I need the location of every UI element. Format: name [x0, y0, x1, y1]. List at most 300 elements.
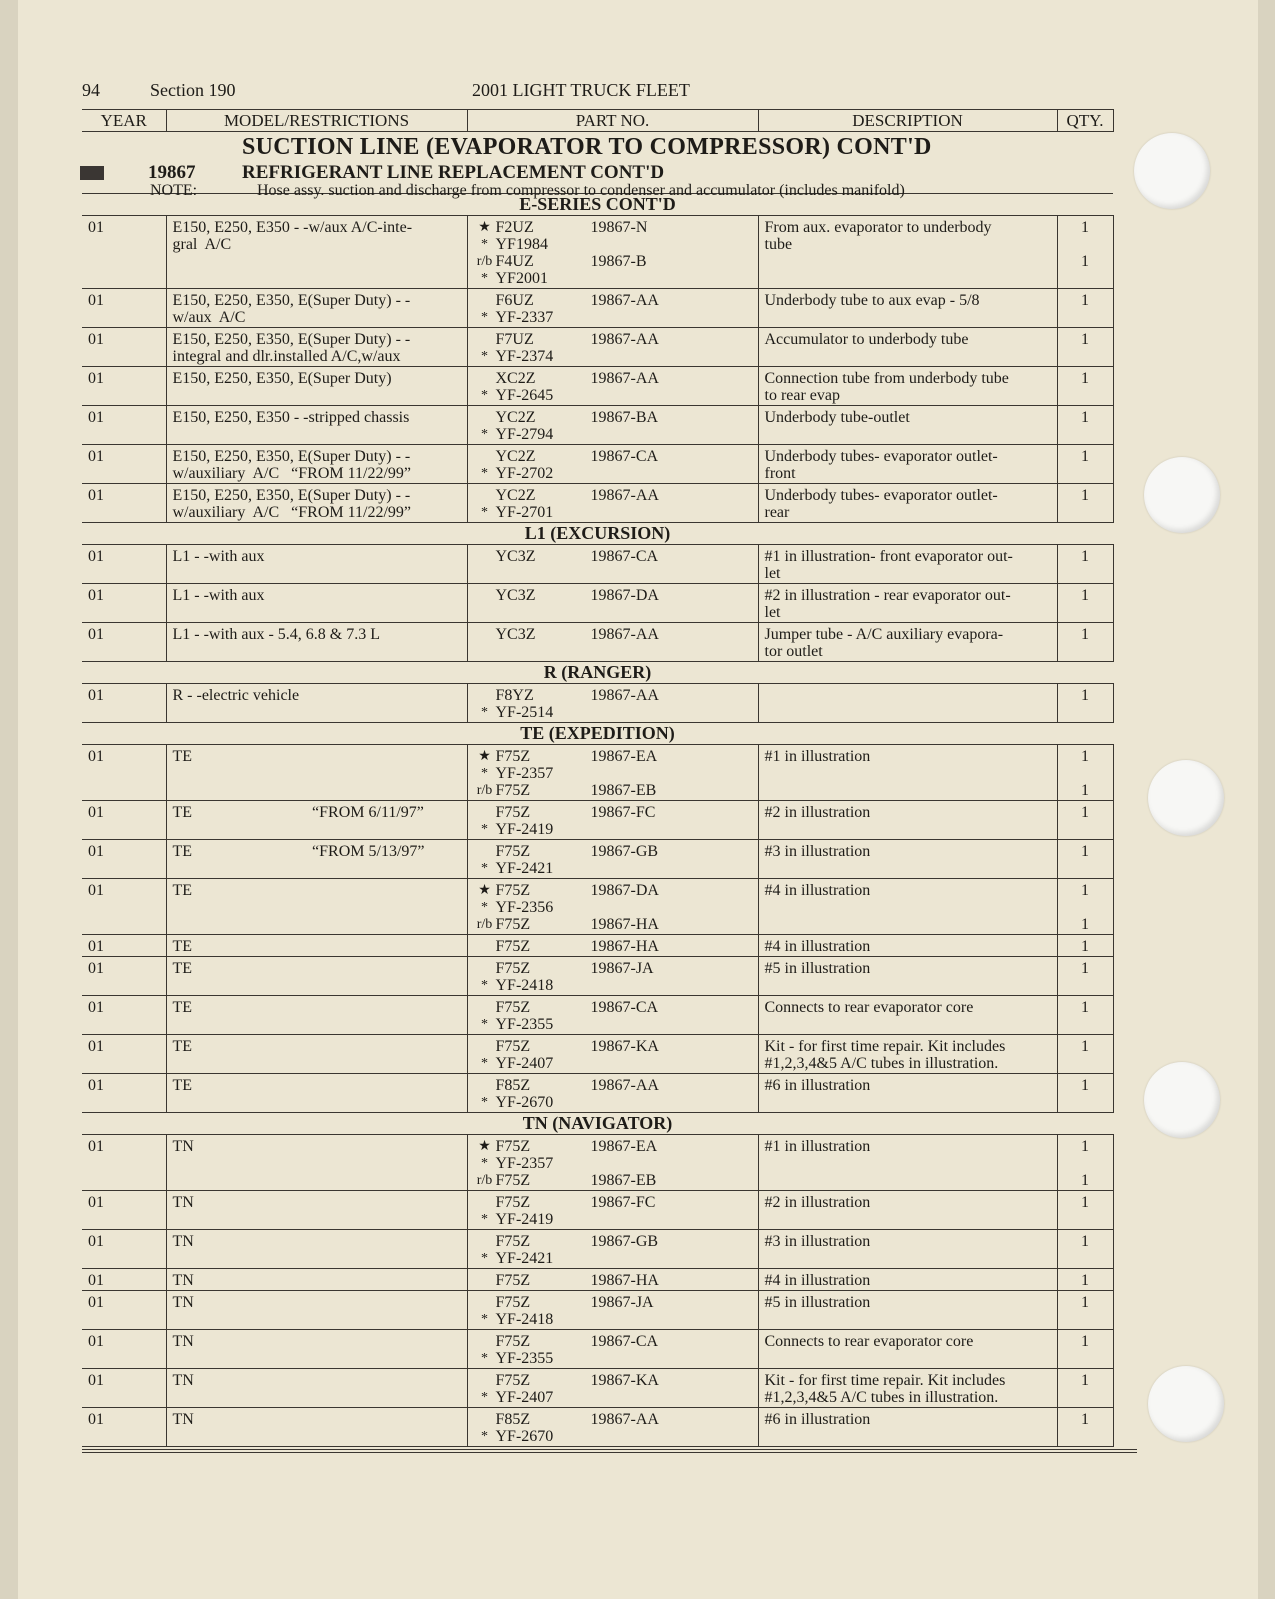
qty-line: 1 [1081, 882, 1089, 899]
description-cell [758, 996, 1057, 1035]
year-cell: 01 [82, 445, 166, 484]
part-prefix: F75Z [495, 1272, 531, 1289]
part-marker: * [481, 349, 488, 364]
qty-cell [1057, 879, 1113, 935]
description-line: #1 in illustration- front evaporator out- [764, 548, 1013, 565]
description-cell [758, 445, 1057, 484]
description-cell [758, 289, 1057, 328]
part-marker: * [481, 237, 488, 252]
part-cell [467, 1369, 758, 1408]
description-cell [758, 801, 1057, 840]
section-title: E-SERIES CONT'D [82, 194, 1113, 216]
description-line: #5 in illustration [764, 960, 871, 977]
description-line: Underbody tube-outlet [764, 409, 910, 426]
model-cell [166, 484, 467, 523]
model-cell [166, 801, 467, 840]
model-cell [166, 328, 467, 367]
description-cell [758, 935, 1057, 957]
part-suffix: 19867-B [590, 253, 647, 270]
year-cell: 01 [82, 1230, 166, 1269]
qty-cell [1057, 1230, 1113, 1269]
year-cell: 01 [82, 1291, 166, 1330]
part-cell [467, 879, 758, 935]
binder-hole [1148, 1366, 1224, 1442]
description-line: front [764, 465, 796, 482]
year-cell: 01 [82, 623, 166, 662]
model-line: w/auxiliary A/C “FROM 11/22/99” [172, 465, 412, 482]
part-prefix: YC3Z [495, 548, 536, 565]
part-prefix: YF-2701 [495, 504, 554, 521]
part-marker [474, 1411, 496, 1428]
part-marker: * [481, 1312, 488, 1327]
part-marker: * [481, 861, 488, 876]
qty-line: 1 [1081, 1272, 1089, 1289]
col-year: YEAR [82, 110, 166, 132]
qty-cell [1057, 1191, 1113, 1230]
part-marker [474, 999, 496, 1016]
part-prefix: F75Z [495, 1194, 531, 1211]
part-cell [467, 216, 758, 289]
year-cell: 01 [82, 484, 166, 523]
qty-line: 1 [1081, 1038, 1089, 1055]
part-marker [474, 843, 496, 860]
model-line: TE [172, 999, 193, 1016]
section-title: R (RANGER) [82, 662, 1113, 684]
part-prefix: YF-2407 [495, 1055, 554, 1072]
description-line: #6 in illustration [764, 1077, 871, 1094]
part-prefix: F6UZ [495, 292, 534, 309]
part-line [474, 331, 752, 348]
model-cell [166, 1191, 467, 1230]
part-suffix: 19867-HA [590, 916, 659, 933]
part-prefix: YF-2670 [495, 1094, 554, 1111]
table-row [82, 957, 1113, 996]
table-row [82, 935, 1113, 957]
part-line [474, 253, 752, 270]
qty-line [1064, 899, 1107, 916]
binder-hole [1144, 1062, 1220, 1138]
qty-line: 1 [1081, 1194, 1089, 1211]
part-cell [467, 289, 758, 328]
description-line: Kit - for first time repair. Kit includes [764, 1372, 1006, 1389]
page-number: 94 [82, 80, 100, 100]
year-cell: 01 [82, 801, 166, 840]
model-line: TE [172, 960, 193, 977]
part-prefix: F75Z [495, 1372, 531, 1389]
table-row [82, 584, 1113, 623]
description-line: #4 in illustration [764, 938, 871, 955]
part-prefix: YF-2421 [495, 860, 554, 877]
part-marker [474, 1272, 496, 1289]
part-line [474, 1138, 752, 1155]
part-marker: ★ [478, 749, 491, 764]
part-marker [474, 626, 496, 643]
description-cell [758, 484, 1057, 523]
model-line: TE [172, 1038, 193, 1055]
section-title: TN (NAVIGATOR) [82, 1113, 1113, 1135]
part-line [474, 348, 752, 365]
part-prefix: YC3Z [495, 626, 536, 643]
part-prefix: YF-2355 [495, 1016, 554, 1033]
table-row [82, 1291, 1113, 1330]
description-line: #1,2,3,4&5 A/C tubes in illustration. [764, 1389, 999, 1406]
part-suffix: 19867-DA [590, 587, 659, 604]
part-suffix: 19867-JA [590, 1294, 654, 1311]
part-marker [474, 1077, 496, 1094]
model-cell [166, 1269, 467, 1291]
year-cell: 01 [82, 879, 166, 935]
table-row [82, 1369, 1113, 1408]
part-line [474, 765, 752, 782]
year-cell: 01 [82, 1074, 166, 1113]
model-cell [166, 1035, 467, 1074]
part-marker: * [481, 1056, 488, 1071]
part-line [474, 1389, 752, 1406]
description-line: tor outlet [764, 643, 823, 660]
part-suffix: 19867-EB [590, 782, 657, 799]
qty-line: 1 [1081, 1411, 1089, 1428]
part-line [474, 487, 752, 504]
part-cell [467, 684, 758, 723]
part-prefix: F75Z [495, 1138, 531, 1155]
part-prefix: YF-2419 [495, 1211, 554, 1228]
part-marker: r/b [476, 254, 493, 269]
description-line: Kit - for first time repair. Kit includes [764, 1038, 1006, 1055]
part-marker [474, 587, 496, 604]
part-line [474, 999, 752, 1016]
table-row [82, 406, 1113, 445]
part-cell [467, 840, 758, 879]
part-marker [474, 1294, 496, 1311]
part-cell [467, 935, 758, 957]
part-suffix: 19867-BA [590, 409, 659, 426]
description-cell [758, 1408, 1057, 1447]
description-cell [758, 545, 1057, 584]
part-prefix: F75Z [495, 843, 531, 860]
part-marker: r/b [476, 917, 493, 932]
catalog-title: 2001 LIGHT TRUCK FLEET [472, 80, 690, 100]
description-line: let [764, 604, 781, 621]
model-line: TE “FROM 5/13/97” [172, 843, 425, 860]
qty-line: 1 [1081, 687, 1089, 704]
description-line: #2 in illustration [764, 1194, 871, 1211]
part-prefix: YF-2355 [495, 1350, 554, 1367]
table-row [82, 216, 1113, 289]
part-line [474, 1016, 752, 1033]
model-cell [166, 445, 467, 484]
qty-cell [1057, 584, 1113, 623]
description-cell [758, 1330, 1057, 1369]
description-cell [758, 1074, 1057, 1113]
model-line: gral A/C [172, 236, 232, 253]
table-row [82, 484, 1113, 523]
part-line [474, 309, 752, 326]
qty-line: 1 [1081, 916, 1089, 933]
description-line: let [764, 565, 781, 582]
qty-line: 1 [1081, 938, 1089, 955]
part-prefix: F75Z [495, 960, 531, 977]
col-description: DESCRIPTION [758, 110, 1057, 132]
section-marker [80, 166, 104, 180]
description-line: Connects to rear evaporator core [764, 1333, 974, 1350]
table-row [82, 289, 1113, 328]
model-line: L1 - -with aux [172, 548, 265, 565]
part-line [474, 899, 752, 916]
part-prefix: YF1984 [495, 236, 548, 253]
qty-cell [1057, 1291, 1113, 1330]
year-cell: 01 [82, 328, 166, 367]
part-marker: * [481, 978, 488, 993]
part-cell [467, 957, 758, 996]
model-line: E150, E250, E350, E(Super Duty) [172, 370, 392, 387]
main-title: SUCTION LINE (EVAPORATOR TO COMPRESSOR) CONT'D [242, 134, 932, 160]
part-prefix: F85Z [495, 1411, 531, 1428]
qty-line: 1 [1081, 1233, 1089, 1250]
description-line: #3 in illustration [764, 1233, 871, 1250]
part-prefix: YF-2374 [495, 348, 554, 365]
model-line: TN [172, 1233, 194, 1250]
part-line [474, 1055, 752, 1072]
description-cell [758, 584, 1057, 623]
description-cell [758, 1191, 1057, 1230]
part-marker [474, 1194, 496, 1211]
part-prefix: YF-2670 [495, 1428, 554, 1445]
part-line [474, 821, 752, 838]
part-prefix: YF-2418 [495, 977, 554, 994]
part-suffix: 19867-AA [590, 1077, 659, 1094]
part-line [474, 1172, 752, 1189]
part-suffix: 19867-KA [590, 1372, 659, 1389]
part-cell [467, 1035, 758, 1074]
table-row [82, 684, 1113, 723]
model-line: w/aux A/C [172, 309, 246, 326]
qty-line: 1 [1081, 1138, 1089, 1155]
description-line: #6 in illustration [764, 1411, 871, 1428]
part-marker: * [481, 271, 488, 286]
part-marker [474, 938, 496, 955]
part-suffix: 19867-EA [590, 1138, 658, 1155]
table-row [82, 1269, 1113, 1291]
model-cell [166, 745, 467, 801]
table-row [82, 745, 1113, 801]
part-line [474, 370, 752, 387]
qty-line [1064, 1155, 1107, 1172]
part-line [474, 626, 752, 643]
description-line: #1 in illustration [764, 748, 871, 765]
part-prefix: YF-2794 [495, 426, 554, 443]
part-marker: * [481, 1351, 488, 1366]
qty-cell [1057, 745, 1113, 801]
qty-line: 1 [1081, 843, 1089, 860]
qty-cell [1057, 1074, 1113, 1113]
part-marker: * [481, 1017, 488, 1032]
qty-cell [1057, 545, 1113, 584]
description-cell [758, 1269, 1057, 1291]
part-prefix: F7UZ [495, 331, 534, 348]
part-line [474, 748, 752, 765]
year-cell: 01 [82, 1408, 166, 1447]
part-prefix: YF-2418 [495, 1311, 554, 1328]
part-line [474, 504, 752, 521]
bottom-rule [82, 1452, 1137, 1453]
part-marker: * [481, 1251, 488, 1266]
model-cell [166, 996, 467, 1035]
description-cell [758, 1230, 1057, 1269]
description-line: #1,2,3,4&5 A/C tubes in illustration. [764, 1055, 999, 1072]
part-suffix: 19867-HA [590, 938, 659, 955]
description-line: Jumper tube - A/C auxiliary evapora- [764, 626, 1004, 643]
year-cell: 01 [82, 684, 166, 723]
year-cell: 01 [82, 1269, 166, 1291]
year-cell: 01 [82, 1135, 166, 1191]
part-suffix: 19867-CA [590, 448, 659, 465]
year-cell: 01 [82, 584, 166, 623]
part-marker [474, 548, 496, 565]
model-cell [166, 1330, 467, 1369]
part-marker: * [481, 900, 488, 915]
qty-line: 1 [1081, 292, 1089, 309]
part-prefix: YF-2357 [495, 1155, 554, 1172]
part-marker [474, 292, 496, 309]
part-marker: * [481, 310, 488, 325]
part-prefix: YC2Z [495, 487, 536, 504]
part-suffix: 19867-AA [590, 487, 659, 504]
year-cell: 01 [82, 957, 166, 996]
bottom-rule [82, 1449, 1137, 1450]
part-suffix: 19867-FC [590, 1194, 656, 1211]
model-cell [166, 584, 467, 623]
part-line [474, 465, 752, 482]
description-line: Connection tube from underbody tube [764, 370, 1009, 387]
part-prefix: YF-2645 [495, 387, 554, 404]
part-prefix: YF-2702 [495, 465, 554, 482]
qty-line: 1 [1081, 1172, 1089, 1189]
qty-line: 1 [1081, 548, 1089, 565]
binder-hole [1144, 457, 1220, 533]
part-cell [467, 1191, 758, 1230]
col-model: MODEL/RESTRICTIONS [166, 110, 467, 132]
model-cell [166, 1408, 467, 1447]
part-cell [467, 1074, 758, 1113]
section-title: L1 (EXCURSION) [82, 523, 1113, 545]
part-line [474, 426, 752, 443]
part-marker [474, 960, 496, 977]
part-marker: * [481, 1429, 488, 1444]
part-line [474, 1272, 752, 1289]
part-line [474, 219, 752, 236]
note-label: NOTE: [150, 182, 198, 199]
qty-line: 1 [1081, 1372, 1089, 1389]
part-prefix: YF-2356 [495, 899, 554, 916]
model-line: L1 - -with aux [172, 587, 265, 604]
qty-line [1064, 236, 1107, 253]
part-suffix: 19867-AA [590, 687, 659, 704]
part-line [474, 587, 752, 604]
part-line [474, 1311, 752, 1328]
model-cell [166, 545, 467, 584]
part-suffix: 19867-AA [590, 292, 659, 309]
model-line: E150, E250, E350, E(Super Duty) - - [172, 292, 411, 309]
model-cell [166, 1074, 467, 1113]
part-line [474, 860, 752, 877]
part-line [474, 1233, 752, 1250]
part-prefix: YF-2357 [495, 765, 554, 782]
qty-line: 1 [1081, 626, 1089, 643]
part-line [474, 687, 752, 704]
description-line: #4 in illustration [764, 1272, 871, 1289]
qty-cell [1057, 1135, 1113, 1191]
part-suffix: 19867-HA [590, 1272, 659, 1289]
part-line [474, 804, 752, 821]
description-line: Underbody tubes- evaporator outlet- [764, 487, 998, 504]
year-cell: 01 [82, 1035, 166, 1074]
qty-cell [1057, 1369, 1113, 1408]
qty-line: 1 [1081, 782, 1089, 799]
description-cell [758, 1135, 1057, 1191]
part-marker [474, 1038, 496, 1055]
part-suffix: 19867-CA [590, 1333, 659, 1350]
table-row [82, 879, 1113, 935]
part-suffix: 19867-GB [590, 843, 659, 860]
part-marker: * [481, 1156, 488, 1171]
part-line [474, 548, 752, 565]
section-title: TE (EXPEDITION) [82, 723, 1113, 745]
description-cell [758, 957, 1057, 996]
part-cell [467, 745, 758, 801]
part-line [474, 1294, 752, 1311]
part-line [474, 1194, 752, 1211]
qty-cell [1057, 623, 1113, 662]
part-suffix: 19867-EB [590, 1172, 657, 1189]
qty-line: 1 [1081, 1294, 1089, 1311]
model-line: TN [172, 1333, 194, 1350]
qty-line: 1 [1081, 219, 1089, 236]
part-marker [474, 370, 496, 387]
part-suffix: 19867-CA [590, 999, 659, 1016]
part-line [474, 270, 752, 287]
part-marker [474, 1372, 496, 1389]
qty-cell [1057, 935, 1113, 957]
part-cell [467, 623, 758, 662]
part-suffix: 19867-FC [590, 804, 656, 821]
part-marker: * [481, 822, 488, 837]
description-line: #1 in illustration [764, 1138, 871, 1155]
part-suffix: 19867-N [590, 219, 648, 236]
part-line [474, 782, 752, 799]
model-line: E150, E250, E350, E(Super Duty) - - [172, 487, 411, 504]
table-row [82, 623, 1113, 662]
part-suffix: 19867-KA [590, 1038, 659, 1055]
qty-cell [1057, 216, 1113, 289]
table-row [82, 545, 1113, 584]
description-line: #3 in illustration [764, 843, 871, 860]
part-marker: * [481, 1390, 488, 1405]
part-marker: * [481, 766, 488, 781]
part-marker: * [481, 388, 488, 403]
table-row [82, 996, 1113, 1035]
part-marker [474, 331, 496, 348]
part-prefix: YF-2337 [495, 309, 554, 326]
part-line [474, 1038, 752, 1055]
qty-cell [1057, 1408, 1113, 1447]
table-row [82, 445, 1113, 484]
year-cell: 01 [82, 1191, 166, 1230]
part-base-code: 19867 [148, 162, 196, 183]
qty-cell [1057, 1269, 1113, 1291]
part-prefix: F4UZ [495, 253, 534, 270]
year-cell: 01 [82, 1330, 166, 1369]
part-cell [467, 1230, 758, 1269]
